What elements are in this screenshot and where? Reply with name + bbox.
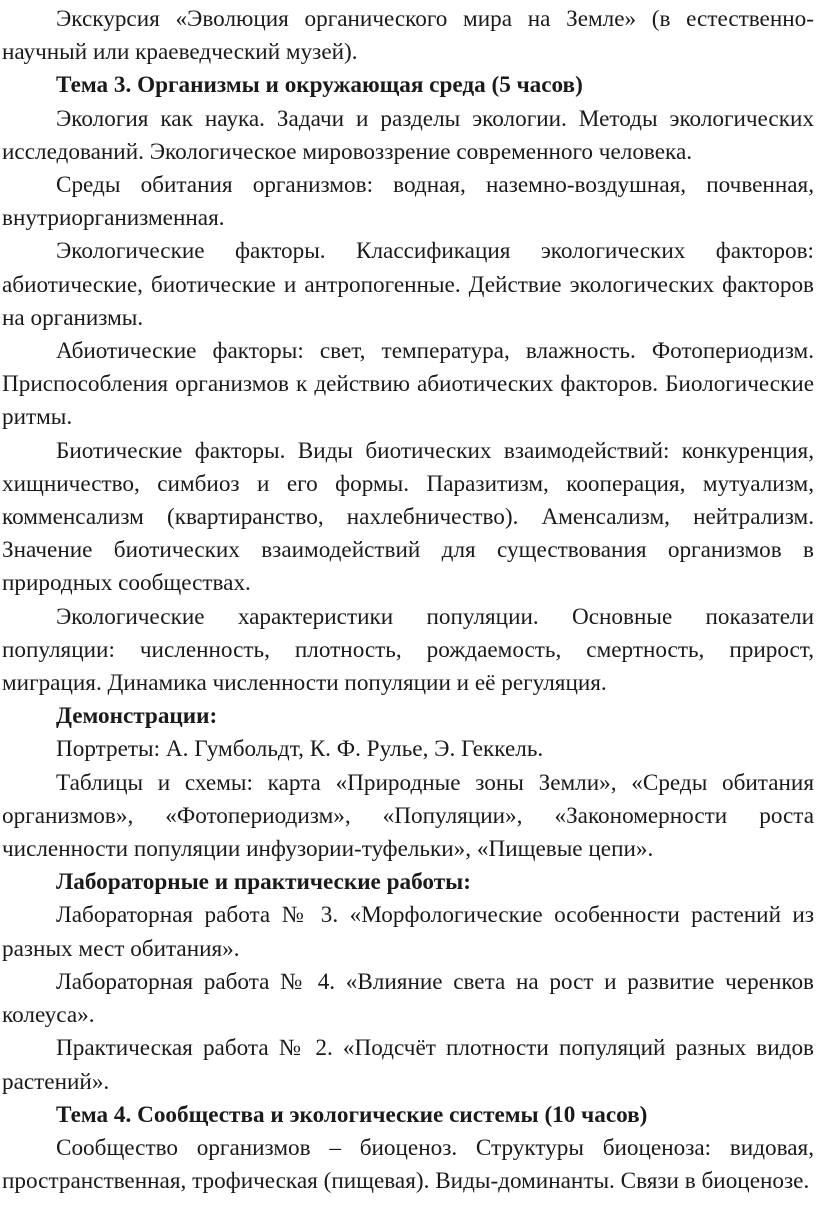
paragraph-excursion: Экскурсия «Эволюция органического мира на Земле» (в естественно-научный или краеведческий музей). xyxy=(2,6,814,66)
paragraph-lab-work-4: Лабораторная работа № 4. «Влияние света на рост и развитие черенков колеуса». xyxy=(2,968,814,1029)
paragraph-population-characteristics: Экологические характеристики популяции. Основные показатели популяции: численность, плотность, рождаемость, смертность, прирост, миграция. Динамика численности популяции и её регуляция. xyxy=(2,603,814,697)
paragraph-ecological-factors: Экологические факторы. Классификация экологических факторов: абиотические, биотические и антропогенные. Действие экологических факторов на организмы. xyxy=(2,238,814,331)
heading-demonstrations: Демонстрации: xyxy=(56,703,218,730)
heading-topic-3: Тема 3. Организмы и окружающая среда (5 часов) xyxy=(56,72,583,99)
paragraph-practical-work-2: Практическая работа № 2. «Подсчёт плотности популяций разных видов растений». xyxy=(2,1035,814,1095)
paragraph-biocenosis: Сообщество организмов – биоценоз. Структуры биоценоза: видовая, пространственная, трофическая (пищевая). Виды-доминанты. Связи в биоценозе. xyxy=(2,1134,814,1195)
heading-lab-practical-works: Лабораторные и практические работы: xyxy=(56,869,471,896)
paragraph-tables-schemes: Таблицы и схемы: карта «Природные зоны Земли», «Среды обитания организмов», «Фотопериодизм», «Популяции», «Закономерности роста численности популяции инфузории-туфельки», «Пищевые цепи». xyxy=(2,769,814,863)
heading-topic-4: Тема 4. Сообщества и экологические системы (10 часов) xyxy=(56,1101,648,1128)
paragraph-habitats: Среды обитания организмов: водная, наземно-воздушная, почвенная, внутриорганизменная. xyxy=(2,172,814,232)
paragraph-biotic-factors: Биотические факторы. Виды биотических взаимодействий: конкуренция, хищничество, симбиоз и его формы. Паразитизм, кооперация, мутуализм, комменсализм (квартиранство, нахлебничество). Аменсализм, нейтрализм. Значение биотических взаимодействий для существования организмов в природных сообществах. xyxy=(2,437,814,597)
paragraph-portraits: Портреты: А. Гумбольдт, К. Ф. Рулье, Э. Геккель. xyxy=(56,736,544,763)
paragraph-lab-work-3: Лабораторная работа № 3. «Морфологические особенности растений из разных мест обитания». xyxy=(2,902,814,962)
paragraph-abiotic-factors: Абиотические факторы: свет, температура, влажность. Фотопериодизм. Приспособления организмов к действию абиотических факторов. Биологические ритмы. xyxy=(2,338,814,431)
paragraph-ecology-science: Экология как наука. Задачи и разделы экологии. Методы экологических исследований. Экологическое мировоззрение современного человека. xyxy=(2,105,814,165)
